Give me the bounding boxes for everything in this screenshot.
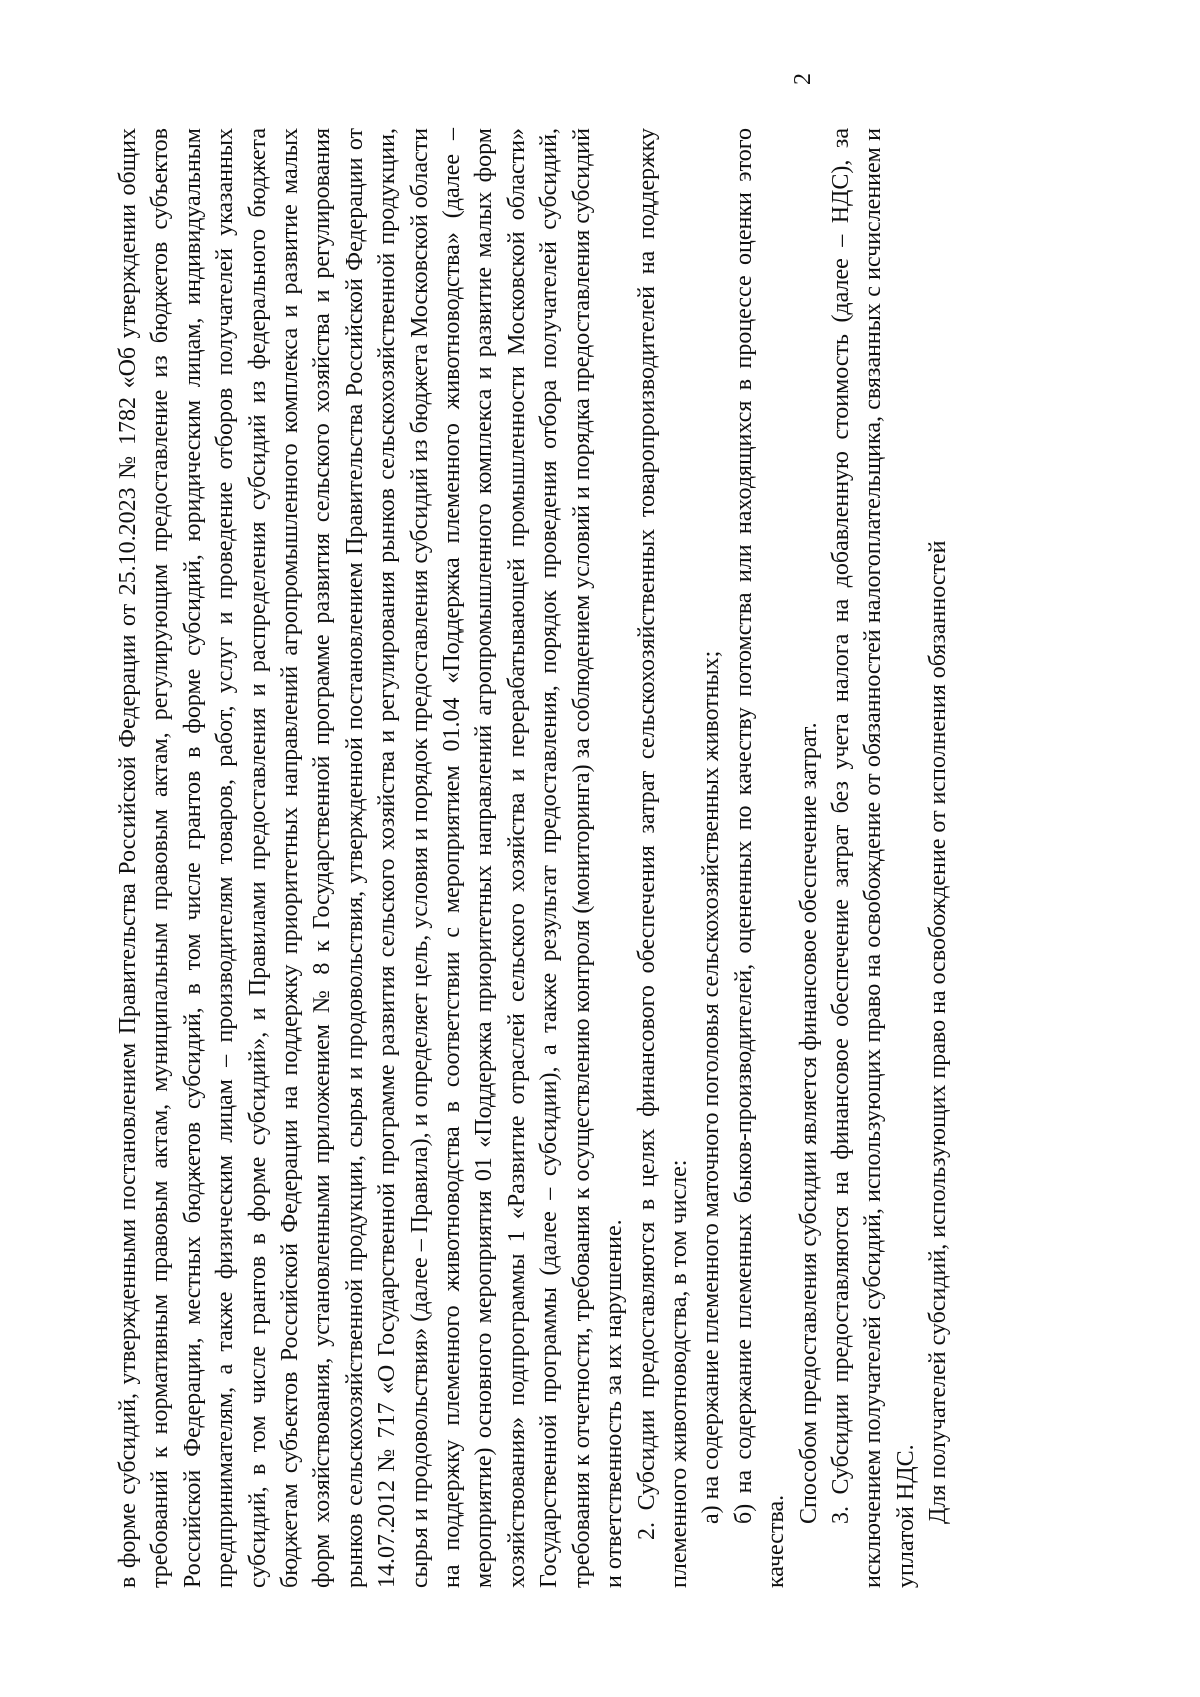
list-item-b: б) на содержание племенных быков-производителей, оцененных по качеству потомства или находящихся в процессе оценки этого качества. — [730, 128, 790, 1588]
paragraph-method: Способом предоставления субсидии является финансовое обеспечение затрат. — [795, 722, 822, 1524]
paragraph-2: 2. Субсидии предоставляются в целях финансового обеспечения затрат сельскохозяйственных товаропроизводителей на поддержку племенного животноводства, в том числе: — [633, 128, 692, 1588]
paragraph-3: 3. Субсидии предоставляются на финансовое обеспечение затрат без учета налога на добавленную стоимость (далее – НДС), за исключением получателей субсидий, использующих право на освобождение от обязанностей налогоплательщика, связанных с исчислением и уплатой НДС. — [827, 128, 919, 1588]
document-body — [112, 128, 955, 1588]
paragraph-continuation: Для получателей субсидий, использующих право на освобождение от исполнения обязанностей — [925, 540, 952, 1524]
list-item-a: а) на содержание племенного маточного поголовья сельскохозяйственных животных; — [698, 650, 725, 1524]
paragraph-intro: в форме субсидий, утвержденными постановлением Правительства Российской Федерации от 25.10.2023 № 1782 «Об утверждении общих требований к нормативным правовым актам, муниципальным правовым актам, регулирующим предоставление из бюджетов субъектов Российской Федерации, местных бюджетов субсидий, в том числе грантов в форме субсидий, юридическим лицам, индивидуальным предпринимателям, а также физическим лицам – производителям товаров, работ, услуг и проведение отборов получателей указанных субсидий, в том числе грантов в форме субсидий», и Правилами предоставления и распределения субсидий из федерального бюджета бюджетам субъектов Российской Федерации на поддержку приоритетных направлений агропромышленного комплекса и развитие малых форм хозяйствования, установленными приложением № 8 к Государственной программе развития сельского хозяйства и регулирования рынков сельскохозяйственной продукции, сырья и продовольствия, утвержденной постановлением Правительства Российской Федерации от 14.07.2012 № 717 «О Государственной программе развития сельского хозяйства и регулирования рынков сельскохозяйственной продукции, сырья и продовольствия» (далее – Правила), и определяет цель, условия и порядок предоставления субсидий из бюджета Московской области на поддержку племенного животноводства в соответствии с мероприятием 01.04 «Поддержка племенного животноводства» (далее – мероприятие) основного мероприятия 01 «Поддержка приоритетных направлений агропромышленного комплекса и развитие малых форм хозяйствования» подпрограммы 1 «Развитие отраслей сельского хозяйства и перерабатывающей промышленности Московской области» Государственной программы (далее – субсидии), а также результат предоставления, порядок проведения отбора получателей субсидий, требования к отчетности, требования к осуществлению контроля (мониторинга) за соблюдением условий и порядка предоставления субсидий и ответственность за их нарушение. — [115, 128, 628, 1588]
page-number: 2 — [790, 73, 816, 85]
